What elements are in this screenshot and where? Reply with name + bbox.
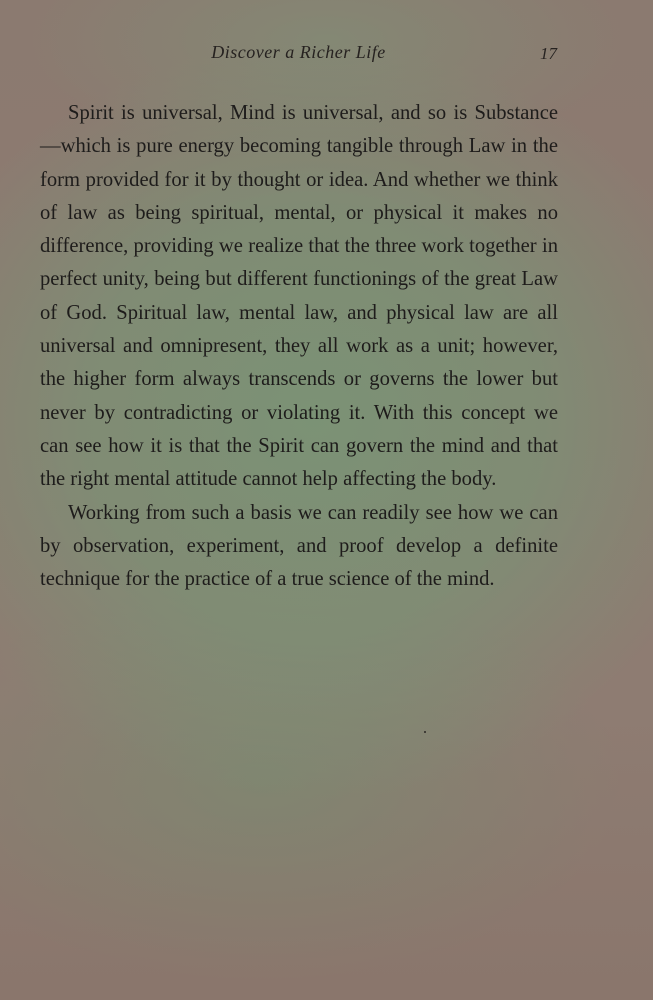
page-number: 17 [540, 44, 557, 63]
paragraph-1: Spirit is universal, Mind is universal, and so is Substance—which is pure energy becoming tangible through Law in the form provided for it by thought or idea. And whether we think of law as being spiritual, mental, or physical it makes no difference, providing we realize that the three work together in perfect unity, being but different functionings of the great Law of God. Spiritual law, mental law, and physical law are all universal and omnipresent, they all work as a unit; however, the higher form always transcends or governs the lower but never by contradicting or violating it. With this concept we can see how it is that the Spirit can govern the mind and that the right mental attitude cannot help affecting the body. [40, 102, 558, 491]
body-text [40, 97, 558, 596]
ink-speck [424, 731, 426, 733]
paragraph-2: Working from such a basis we can readily see how we can by observation, experiment, and proof develop a definite technique for the practice of a true science of the mind. [40, 501, 558, 591]
running-head [40, 42, 557, 66]
running-title: Discover a Richer Life [211, 42, 386, 62]
